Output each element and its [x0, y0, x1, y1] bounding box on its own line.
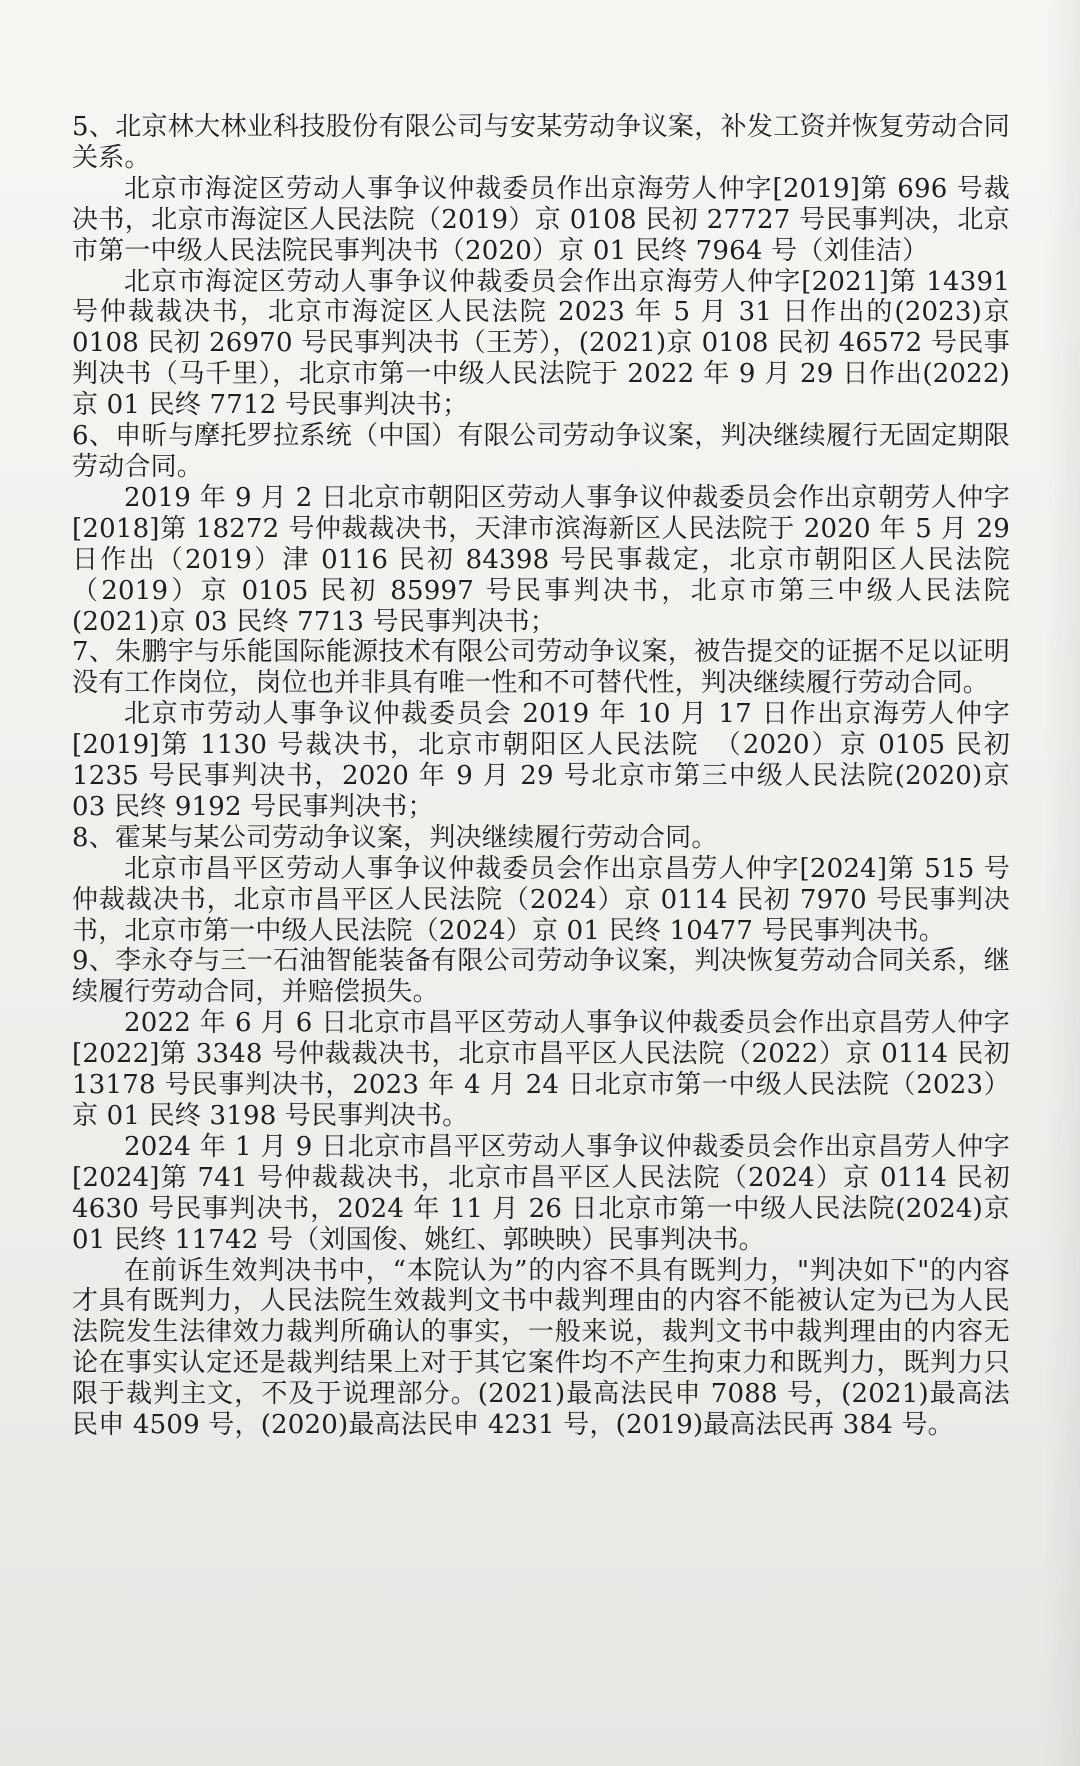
case-item-7: 7、朱鹏宇与乐能国际能源技术有限公司劳动争议案，被告提交的证据不足以证明没有工作岗位，岗位也并非具有唯一性和不可替代性，判决继续履行劳动合同。: [72, 637, 1010, 699]
case-reference-paragraph: 2024 年 1 月 9 日北京市昌平区劳动人事争议仲裁委员会作出京昌劳人仲字[2024]第 741 号仲裁裁决书，北京市昌平区人民法院（2024）京 0114 民初 4630 号民事判决书，2024 年 11 月 26 日北京市第一中级人民法院(2024)京 01 民终 11742 号（刘国俊、姚红、郭映映）民事判决书。: [72, 1131, 1010, 1255]
case-reference-paragraph: 北京市劳动人事争议仲裁委员会 2019 年 10 月 17 日作出京海劳人仲字[2019]第 1130 号裁决书，北京市朝阳区人民法院 （2020）京 0105 民初 1235 号民事判决书，2020 年 9 月 29 号北京市第三中级人民法院(2020)京 03 民终 9192 号民事判决书；: [72, 699, 1010, 822]
case-item-5: 5、北京林大林业科技股份有限公司与安某劳动争议案，补发工资并恢复劳动合同关系。: [72, 112, 1010, 173]
case-reference-paragraph: 2019 年 9 月 2 日北京市朝阳区劳动人事争议仲裁委员会作出京朝劳人仲字[2018]第 18272 号仲裁裁决书，天津市滨海新区人民法院于 2020 年 5 月 29 日作出（2019）津 0116 民初 84398 号民事裁定，北京市朝阳区人民法院（2019）京 0105 民初 85997 号民事判决书，北京市第三中级人民法院(2021)京 03 民终 7713 号民事判决书；: [72, 482, 1010, 637]
case-item-6: 6、申昕与摩托罗拉系统（中国）有限公司劳动争议案，判决继续履行无固定期限劳动合同。: [72, 421, 1010, 482]
legal-commentary-paragraph: 在前诉生效判决书中，“本院认为”的内容不具有既判力，"判决如下"的内容才具有既判力，人民法院生效裁判文书中裁判理由的内容不能被认定为已为人民法院发生法律效力裁判所确认的事实，一般来说，裁判文书中裁判理由的内容无论在事实认定还是裁判结果上对于其它案件均不产生拘束力和既判力，既判力只限于裁判主文，不及于说理部分。(2021)最高法民申 7088 号，(2021)最高法民申 4509 号，(2020)最高法民申 4231 号，(2019)最高法民再 384 号。: [72, 1255, 1010, 1441]
case-reference-paragraph: 2022 年 6 月 6 日北京市昌平区劳动人事争议仲裁委员会作出京昌劳人仲字[2022]第 3348 号仲裁裁决书，北京市昌平区人民法院（2022）京 0114 民初 13178 号民事判决书，2023 年 4 月 24 日北京市第一中级人民法院（2023）京 01 民终 3198 号民事判决书。: [72, 1008, 1010, 1131]
case-reference-paragraph: 北京市海淀区劳动人事争议仲裁委员会作出京海劳人仲字[2021]第 14391 号仲裁裁决书，北京市海淀区人民法院 2023 年 5 月 31 日作出的(2023)京 0108 民初 26970 号民事判决书（王芳），(2021)京 0108 民初 46572 号民事判决书（马千里），北京市第一中级人民法院于 2022 年 9 月 29 日作出(2022)京 01 民终 7712 号民事判决书；: [72, 266, 1010, 421]
case-reference-paragraph: 北京市海淀区劳动人事争议仲裁委员作出京海劳人仲字[2019]第 696 号裁决书，北京市海淀区人民法院（2019）京 0108 民初 27727 号民事判决，北京市第一中级人民法院民事判决书（2020）京 01 民终 7964 号（刘佳洁）: [72, 173, 1010, 266]
case-reference-paragraph: 北京市昌平区劳动人事争议仲裁委员会作出京昌劳人仲字[2024]第 515 号仲裁裁决书，北京市昌平区人民法院（2024）京 0114 民初 7970 号民事判决书，北京市第一中级人民法院（2024）京 01 民终 10477 号民事判决书。: [72, 853, 1010, 946]
case-item-8: 8、霍某与某公司劳动争议案，判决继续履行劳动合同。: [72, 822, 718, 853]
case-item-9: 9、李永夺与三一石油智能装备有限公司劳动争议案，判决恢复劳动合同关系，继续履行劳动合同，并赔偿损失。: [72, 946, 1010, 1008]
